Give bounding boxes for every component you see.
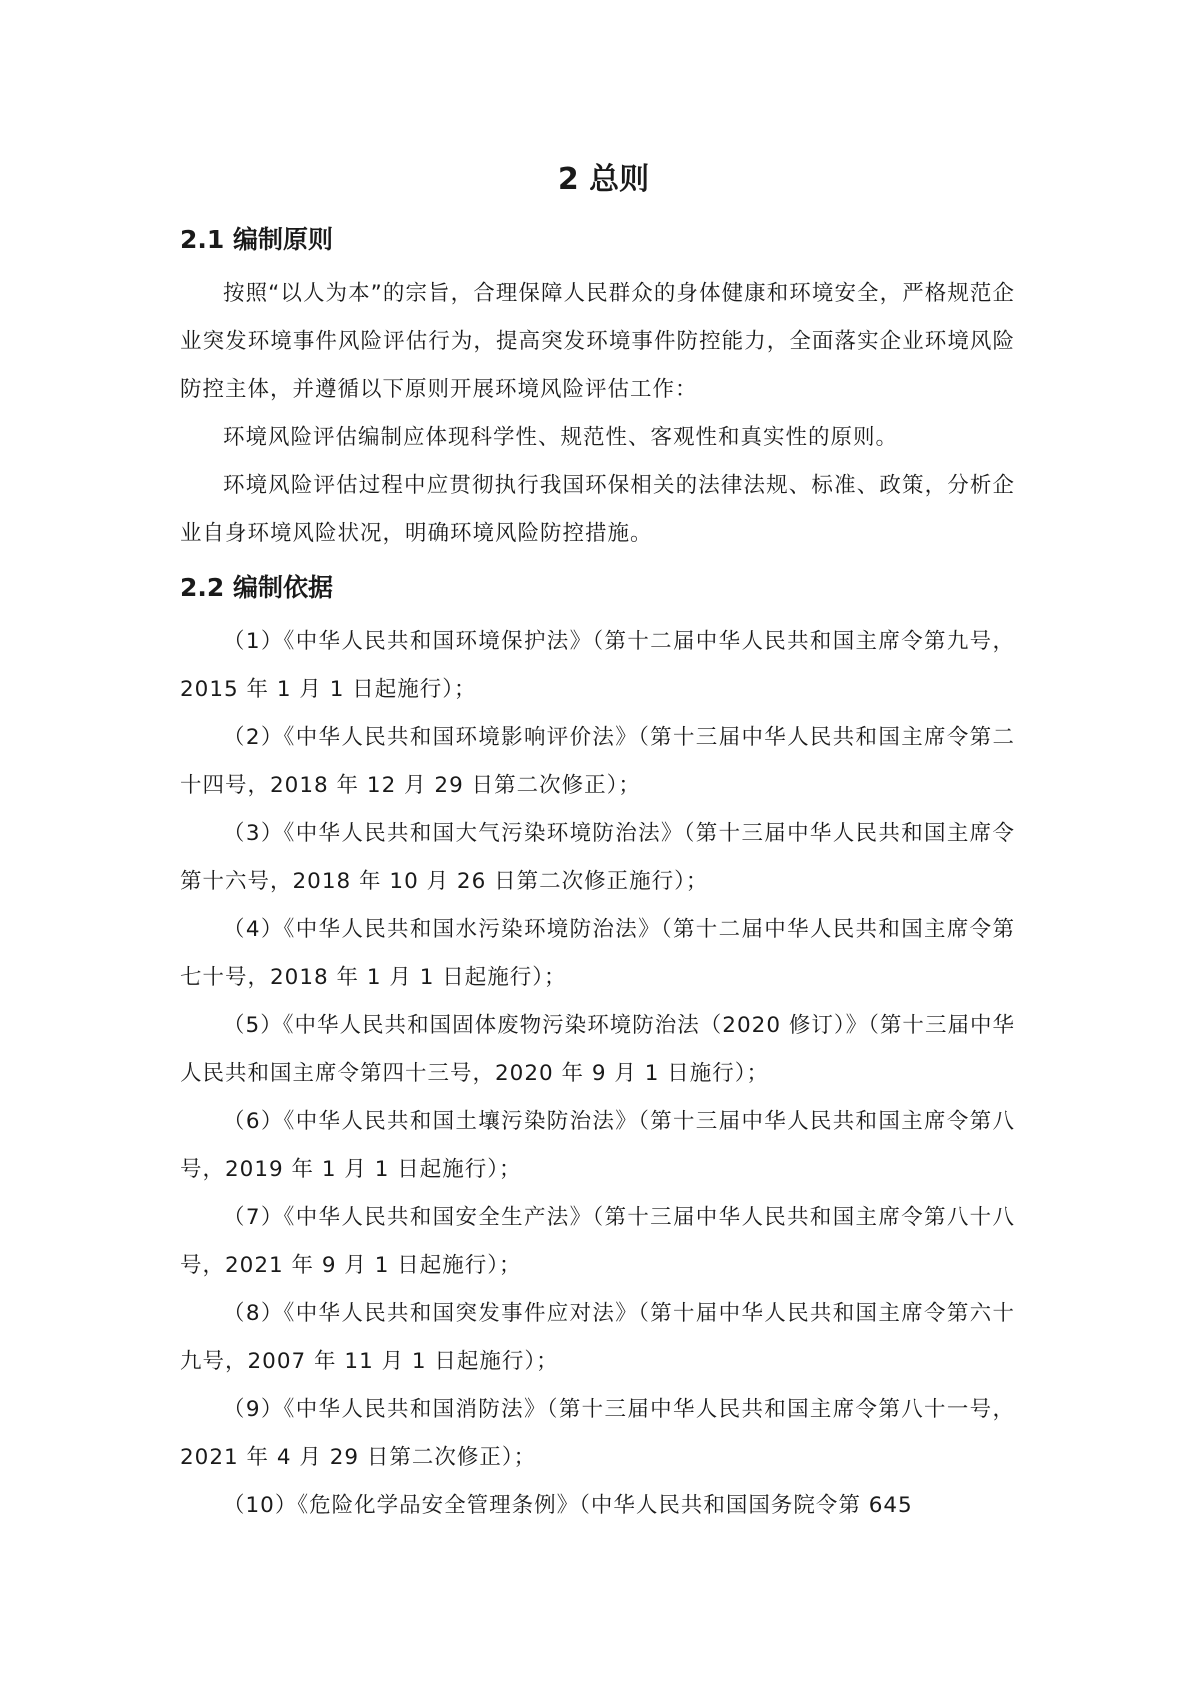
reference-item: （5）《中华人民共和国固体废物污染环境防治法（2020 修订）》（第十三届中华人民共和国主席令第四十三号，2020 年 9 月 1 日施行）； xyxy=(180,1013,1015,1086)
reference-item: （9）《中华人民共和国消防法》（第十三届中华人民共和国主席令第八十一号，2021 年 4 月 29 日第二次修正）； xyxy=(180,1397,1015,1470)
reference-item: （2）《中华人民共和国环境影响评价法》（第十三届中华人民共和国主席令第二十四号，2018 年 12 月 29 日第二次修正）； xyxy=(180,725,1015,798)
reference-item: （7）《中华人民共和国安全生产法》（第十三届中华人民共和国主席令第八十八号，2021 年 9 月 1 日起施行）； xyxy=(180,1205,1015,1278)
reference-item: （3）《中华人民共和国大气污染环境防治法》（第十三届中华人民共和国主席令第十六号，2018 年 10 月 26 日第二次修正施行）； xyxy=(180,821,1015,894)
principles-paragraph: 按照“以人为本”的宗旨，合理保障人民群众的身体健康和环境安全，严格规范企业突发环境事件风险评估行为，提高突发环境事件防控能力，全面落实企业环境风险防控主体，并遵循以下原则开展环境风险评估工作： xyxy=(180,281,1015,402)
section-heading-basis: 2.2 编制依据 xyxy=(180,573,333,602)
chapter-title: 2 总则 xyxy=(557,162,650,197)
reference-item: （6）《中华人民共和国土壤污染防治法》（第十三届中华人民共和国主席令第八号，2019 年 1 月 1 日起施行）； xyxy=(180,1109,1015,1182)
principles-paragraph: 环境风险评估编制应体现科学性、规范性、客观性和真实性的原则。 xyxy=(223,425,899,450)
document-page xyxy=(180,150,1015,1530)
section-heading-principles: 2.1 编制原则 xyxy=(180,225,333,254)
reference-item: （1）《中华人民共和国环境保护法》（第十二届中华人民共和国主席令第九号，2015 年 1 月 1 日起施行）； xyxy=(180,629,1015,702)
reference-item: （8）《中华人民共和国突发事件应对法》（第十届中华人民共和国主席令第六十九号，2007 年 11 月 1 日起施行）； xyxy=(180,1301,1015,1374)
principles-paragraph: 环境风险评估过程中应贯彻执行我国环保相关的法律法规、标准、政策，分析企业自身环境风险状况，明确环境风险防控措施。 xyxy=(180,473,1015,546)
reference-item: （10）《危险化学品安全管理条例》（中华人民共和国国务院令第 645 xyxy=(223,1493,913,1518)
reference-item: （4）《中华人民共和国水污染环境防治法》（第十二届中华人民共和国主席令第七十号，2018 年 1 月 1 日起施行）； xyxy=(180,917,1015,990)
